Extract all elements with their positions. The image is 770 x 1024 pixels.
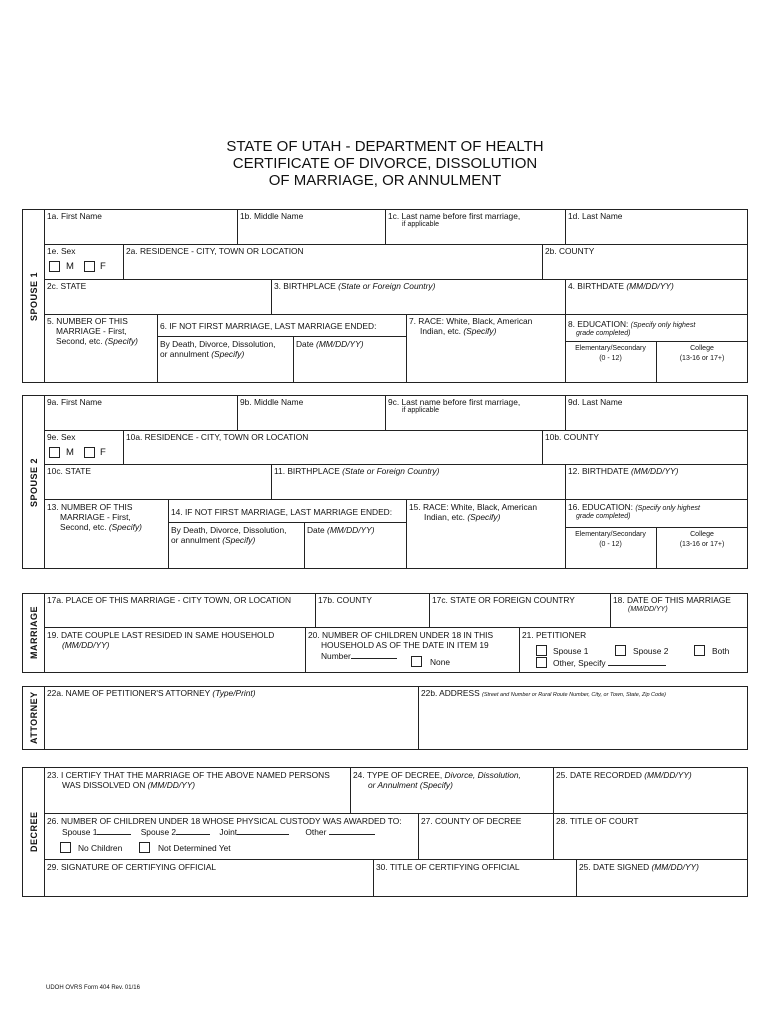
decree-custody-options: Spouse 1 Spouse 2 Joint Other [62, 826, 375, 837]
spouse2-race-line1: 15. RACE: White, Black, American [409, 502, 537, 512]
attorney-section-label: ATTORNEY [29, 691, 39, 745]
petitioner-label: 21. PETITIONER [522, 630, 587, 640]
marriage-children-line1: 20. NUMBER OF CHILDREN UNDER 18 IN THIS [308, 630, 494, 640]
spouse2-education-note: grade completed) [576, 513, 631, 520]
spouse1-college-label: College [690, 345, 714, 352]
spouse2-sex-label: 9e. Sex [47, 432, 76, 442]
spouse1-section-label: SPOUSE 1 [29, 271, 39, 321]
spouse2-residence-label: 10a. RESIDENCE - CITY, TOWN OR LOCATION [126, 432, 309, 442]
spouse1-last-marriage-ended-label: 6. IF NOT FIRST MARRIAGE, LAST MARRIAGE ENDED: [160, 321, 377, 331]
spouse2-ended-by-line1: By Death, Divorce, Dissolution, [171, 525, 287, 535]
spouse2-ended-date-label: Date (MM/DD/YY) [307, 525, 375, 535]
spouse2-elementary-range: (0 - 12) [599, 541, 622, 548]
decree-court-title-label: 28. TITLE OF COURT [556, 816, 639, 826]
spouse2-ended-by-line2: or annulment (Specify) [171, 535, 256, 545]
decree-county-label: 27. COUNTY OF DECREE [421, 816, 522, 826]
petitioner-both-checkbox[interactable] [694, 645, 705, 656]
spouse2-education-label: 16. EDUCATION: (Specify only highest [568, 502, 700, 512]
petitioner-other-checkbox[interactable] [536, 657, 547, 668]
spouse1-state-label: 2c. STATE [47, 281, 87, 291]
spouse1-number-marriage-line2: MARRIAGE - First, [56, 326, 127, 336]
spouse1-elementary-range: (0 - 12) [599, 355, 622, 362]
decree-type-line2: or Annulment (Specify) [368, 780, 453, 790]
petitioner-both-label: Both [712, 646, 730, 656]
petitioner-spouse1-label: Spouse 1 [553, 646, 589, 656]
form-title-line-1: STATE OF UTAH - DEPARTMENT OF HEALTH [226, 138, 544, 155]
spouse1-number-marriage-line1: 5. NUMBER OF THIS [47, 316, 128, 326]
spouse1-sex-m-label: M [66, 261, 74, 272]
spouse2-birthdate-label: 12. BIRTHDATE (MM/DD/YY) [568, 466, 679, 476]
spouse1-birthdate-label: 4. BIRTHDATE (MM/DD/YY) [568, 281, 674, 291]
spouse2-section-label: SPOUSE 2 [29, 457, 39, 507]
spouse1-residence-label: 2a. RESIDENCE - CITY, TOWN OR LOCATION [126, 246, 304, 256]
spouse2-number-marriage-line3: Second, etc. (Specify) [60, 522, 142, 532]
spouse1-number-marriage-line3: Second, etc. (Specify) [56, 336, 138, 346]
spouse1-education-note: grade completed) [576, 330, 631, 337]
spouse1-sex-f-checkbox[interactable] [84, 261, 95, 272]
marriage-last-resided-note: (MM/DD/YY) [62, 640, 110, 650]
decree-not-determined-label: Not Determined Yet [158, 843, 231, 853]
spouse2-last-name-label: 9d. Last Name [568, 397, 623, 407]
marriage-county-label: 17b. COUNTY [318, 595, 372, 605]
marriage-last-resided-label: 19. DATE COUPLE LAST RESIDED IN SAME HOUSEHOLD [47, 630, 275, 640]
form-footer: UDOH OVRS Form 404 Rev. 01/16 [46, 985, 140, 991]
decree-section-label: DECREE [29, 811, 39, 853]
decree-official-title-label: 30. TITLE OF CERTIFYING OFFICIAL [376, 862, 520, 872]
marriage-state-label: 17c. STATE OR FOREIGN COUNTRY [432, 595, 575, 605]
spouse2-sex-m-checkbox[interactable] [49, 447, 60, 458]
petitioner-other-label: Other, Specify [553, 657, 666, 668]
spouse2-state-label: 10c. STATE [47, 466, 91, 476]
petitioner-spouse2-label: Spouse 2 [633, 646, 669, 656]
decree-certify-line2: WAS DISSOLVED ON (MM/DD/YY) [62, 780, 196, 790]
decree-not-determined-checkbox[interactable] [139, 842, 150, 853]
form-title-line-2: CERTIFICATE OF DIVORCE, DISSOLUTION [232, 155, 538, 172]
spouse1-last-before-note: if applicable [402, 221, 439, 228]
form-title-line-3: OF MARRIAGE, OR ANNULMENT [268, 172, 502, 189]
spouse2-college-range: (13-16 or 17+) [679, 541, 725, 548]
decree-no-children-label: No Children [78, 843, 123, 853]
marriage-children-line2: HOUSEHOLD AS OF THE DATE IN ITEM 19 [321, 640, 489, 650]
spouse2-last-before-note: if applicable [402, 407, 439, 414]
spouse1-first-name-label: 1a. First Name [47, 211, 102, 221]
attorney-name-label: 22a. NAME OF PETITIONER'S ATTORNEY (Type/Print) [47, 688, 256, 698]
spouse2-race-line2: Indian, etc. (Specify) [424, 512, 501, 522]
spouse2-sex-f-label: F [100, 447, 106, 458]
spouse1-race-line2: Indian, etc. (Specify) [420, 326, 497, 336]
marriage-section-label: MARRIAGE [29, 606, 39, 660]
marriage-place-label: 17a. PLACE OF THIS MARRIAGE - CITY TOWN, OR LOCATION [47, 595, 292, 605]
marriage-date-label: 18. DATE OF THIS MARRIAGE [613, 595, 731, 605]
spouse2-last-marriage-ended-label: 14. IF NOT FIRST MARRIAGE, LAST MARRIAGE ENDED: [171, 507, 393, 517]
spouse1-ended-by-line2: or annulment (Specify) [160, 349, 245, 359]
spouse2-sex-f-checkbox[interactable] [84, 447, 95, 458]
petitioner-spouse2-checkbox[interactable] [615, 645, 626, 656]
spouse1-sex-m-checkbox[interactable] [49, 261, 60, 272]
attorney-address-label: 22b. ADDRESS (Street and Number or Rural Route Number, City, or Town, State, Zip Code) [421, 688, 667, 698]
spouse2-last-before-label: 9c. Last name before first marriage, [388, 397, 521, 407]
spouse1-last-before-label: 1c. Last name before first marriage, [388, 211, 521, 221]
spouse2-birthplace-label: 11. BIRTHPLACE (State or Foreign Country) [274, 466, 440, 476]
decree-no-children-checkbox[interactable] [60, 842, 71, 853]
spouse1-county-label: 2b. COUNTY [545, 246, 595, 256]
spouse1-sex-label: 1e. Sex [47, 246, 76, 256]
marriage-date-note: (MM/DD/YY) [628, 606, 668, 613]
petitioner-spouse1-checkbox[interactable] [536, 645, 547, 656]
spouse1-race-line1: 7. RACE: White, Black, American [409, 316, 533, 326]
spouse1-birthplace-label: 3. BIRTHPLACE (State or Foreign Country) [274, 281, 436, 291]
spouse2-number-marriage-line1: 13. NUMBER OF THIS [47, 502, 133, 512]
spouse2-first-name-label: 9a. First Name [47, 397, 102, 407]
marriage-children-none-label: None [430, 657, 451, 667]
spouse1-middle-name-label: 1b. Middle Name [240, 211, 304, 221]
spouse1-sex-f-label: F [100, 261, 106, 272]
decree-type-line1: 24. TYPE OF DECREE, Divorce, Dissolution, [353, 770, 521, 780]
spouse1-education-label: 8. EDUCATION: (Specify only highest [568, 319, 696, 329]
marriage-children-none-checkbox[interactable] [411, 656, 422, 667]
decree-signature-label: 29. SIGNATURE OF CERTIFYING OFFICIAL [47, 862, 217, 872]
spouse2-middle-name-label: 9b. Middle Name [240, 397, 304, 407]
spouse1-college-range: (13-16 or 17+) [679, 355, 725, 362]
spouse2-county-label: 10b. COUNTY [545, 432, 599, 442]
decree-certify-line1: 23. I CERTIFY THAT THE MARRIAGE OF THE ABOVE NAMED PERSONS [47, 770, 330, 780]
spouse2-sex-m-label: M [66, 447, 74, 458]
spouse1-elementary-label: Elementary/Secondary [575, 345, 646, 352]
spouse2-number-marriage-line2: MARRIAGE - First, [60, 512, 131, 522]
spouse1-last-name-label: 1d. Last Name [568, 211, 623, 221]
spouse1-ended-by-line1: By Death, Divorce, Dissolution, [160, 339, 276, 349]
spouse2-elementary-label: Elementary/Secondary [575, 531, 646, 538]
decree-date-recorded-label: 25. DATE RECORDED (MM/DD/YY) [556, 770, 692, 780]
decree-custody-label: 26. NUMBER OF CHILDREN UNDER 18 WHOSE PHYSICAL CUSTODY WAS AWARDED TO: [47, 816, 402, 826]
decree-date-signed-label: 25. DATE SIGNED (MM/DD/YY) [579, 862, 699, 872]
spouse2-college-label: College [690, 531, 714, 538]
spouse1-ended-date-label: Date (MM/DD/YY) [296, 339, 364, 349]
marriage-children-number-label: Number [321, 650, 397, 661]
